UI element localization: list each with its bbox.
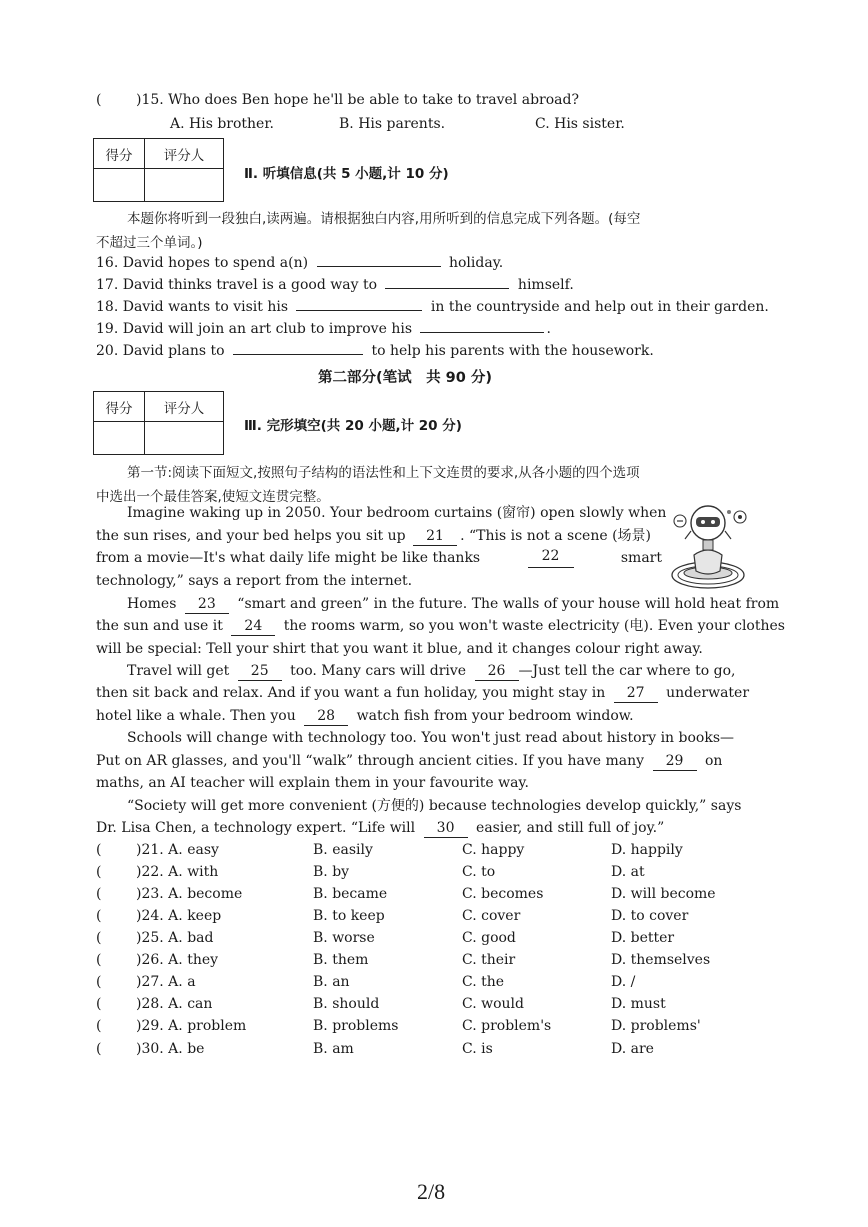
passage-p4-line3: maths, an AI teacher will explain them in your favourite way.: [96, 775, 529, 791]
item-19-after: .: [546, 321, 551, 337]
choice-30-a: )30. A. be: [136, 1041, 205, 1057]
blank-25[interactable]: 25: [238, 663, 282, 681]
blank-22[interactable]: 22: [528, 548, 574, 568]
choice-21-c: C. happy: [462, 842, 525, 858]
q15-option-c: C. His sister.: [535, 116, 625, 132]
choice-paren[interactable]: (: [96, 1041, 102, 1057]
choice-paren[interactable]: (: [96, 1018, 102, 1034]
choice-paren[interactable]: (: [96, 930, 102, 946]
choice-25-c: C. good: [462, 930, 516, 946]
item-17: [96, 275, 574, 295]
item-19: [96, 319, 551, 339]
passage-p3-line1: [127, 661, 736, 681]
item-18-after: in the countryside and help out in their garden.: [430, 299, 769, 315]
item-20: [96, 341, 654, 361]
p3-l1-text: Travel will get: [127, 663, 230, 679]
p1-l3-text-b: smart: [620, 550, 662, 566]
choice-paren[interactable]: (: [96, 974, 102, 990]
passage-p1-line3: [96, 548, 662, 568]
p3-l2-text: then sit back and relax. And if you want a fun holiday, you might stay in: [96, 685, 606, 701]
q15-question: )15. Who does Ben hope he'll be able to take to travel abroad?: [136, 92, 579, 108]
choice-27-b: B. an: [313, 974, 350, 990]
blank-29[interactable]: 29: [653, 753, 697, 771]
choice-24-d: D. to cover: [611, 908, 689, 924]
p1-l2-text: the sun rises, and your bed helps you sit up: [96, 528, 406, 544]
choice-23-a: )23. A. become: [136, 886, 243, 902]
choice-29-d: D. problems': [611, 1018, 701, 1034]
choice-21-a: )21. A. easy: [136, 842, 219, 858]
score-cell[interactable]: [94, 169, 145, 202]
grader-label: 评分人: [145, 392, 224, 422]
p5-l2-text-b: easier, and still full of joy.”: [476, 820, 665, 836]
choice-paren[interactable]: (: [96, 952, 102, 968]
choice-28-a: )28. A. can: [136, 996, 213, 1012]
blank-26[interactable]: 26: [475, 663, 519, 681]
passage-p5-line2: [96, 818, 664, 838]
p2-l1-text-b: “smart and green” in the future. The walls of your house will hold heat from: [237, 596, 780, 612]
part2-heading: 第二部分(笔试 共 90 分): [318, 370, 493, 386]
p2-l1-text: Homes: [127, 596, 177, 612]
item-20-text: 20. David plans to: [96, 343, 225, 359]
passage-p3-line3: [96, 706, 634, 726]
passage-p1-line4: technology,” says a report from the internet.: [96, 573, 413, 589]
item-20-after: to help his parents with the housework.: [371, 343, 654, 359]
passage-p3-line2: [96, 683, 749, 703]
choice-27-c: C. the: [462, 974, 505, 990]
passage-p2-line2: [96, 616, 785, 636]
item-16-after: holiday.: [448, 255, 504, 271]
p3-l2-text-b: underwater: [666, 685, 750, 701]
p2-l2-text: the sun and use it: [96, 618, 223, 634]
item-18-blank[interactable]: [296, 310, 422, 311]
choice-30-c: C. is: [462, 1041, 493, 1057]
item-16-text: 16. David hopes to spend a(n): [96, 255, 309, 271]
item-20-blank[interactable]: [233, 354, 363, 355]
choice-26-c: C. their: [462, 952, 516, 968]
section2-instruction-2: 不超过三个单词。): [96, 235, 203, 251]
choice-paren[interactable]: (: [96, 864, 102, 880]
passage-p1-line2: [96, 526, 651, 546]
item-19-blank[interactable]: [420, 332, 544, 333]
item-16-blank[interactable]: [317, 266, 441, 267]
grader-cell[interactable]: [145, 169, 224, 202]
choice-26-d: D. themselves: [611, 952, 711, 968]
item-18: [96, 297, 769, 317]
section3-instruction-1: 第一节:阅读下面短文,按照句子结构的语法性和上下文连贯的要求,从各小题的四个选项: [127, 465, 640, 481]
choice-21-d: D. happily: [611, 842, 683, 858]
choice-paren[interactable]: (: [96, 842, 102, 858]
choice-26-b: B. them: [313, 952, 369, 968]
passage-p1-line1: Imagine waking up in 2050. Your bedroom curtains (窗帘) open slowly when: [127, 505, 667, 521]
choice-27-a: )27. A. a: [136, 974, 196, 990]
p3-l1-text-c: —Just tell the car where to go,: [518, 663, 736, 679]
choice-24-a: )24. A. keep: [136, 908, 222, 924]
choice-22-b: B. by: [313, 864, 350, 880]
item-19-text: 19. David will join an art club to improve his: [96, 321, 413, 337]
choice-24-b: B. to keep: [313, 908, 385, 924]
choice-21-b: B. easily: [313, 842, 373, 858]
robot-illustration: [668, 497, 752, 593]
choice-paren[interactable]: (: [96, 996, 102, 1012]
page-number: 2/8: [417, 1179, 446, 1204]
item-17-blank[interactable]: [385, 288, 509, 289]
passage-p2-line3: will be special: Tell your shirt that you want it blue, and it changes colour right away.: [96, 641, 703, 657]
grader-label: 评分人: [145, 139, 224, 169]
q15-option-b: B. His parents.: [339, 116, 446, 132]
section2-instruction-1: 本题你将听到一段独白,读两遍。请根据独白内容,用所听到的信息完成下列各题。(每空: [127, 211, 641, 227]
p4-l2-text: Put on AR glasses, and you'll “walk” through ancient cities. If you have many: [96, 753, 645, 769]
passage-p4-line2: [96, 751, 722, 771]
blank-24[interactable]: 24: [231, 618, 275, 636]
choice-27-d: D. /: [611, 974, 636, 990]
passage-p2-line1: [127, 594, 779, 614]
choice-30-d: D. are: [611, 1041, 654, 1057]
score-table-section3: [93, 391, 224, 455]
choice-paren[interactable]: (: [96, 886, 102, 902]
choice-paren[interactable]: (: [96, 908, 102, 924]
choice-22-c: C. to: [462, 864, 496, 880]
choice-26-a: )26. A. they: [136, 952, 219, 968]
blank-28[interactable]: 28: [304, 708, 348, 726]
choice-25-b: B. worse: [313, 930, 375, 946]
p4-l2-text-b: on: [704, 753, 723, 769]
p1-l3-text: from a movie—It's what daily life might be like thanks: [96, 550, 481, 566]
score-table-section2: [93, 138, 224, 202]
choice-29-b: B. problems: [313, 1018, 399, 1034]
q15-option-a: A. His brother.: [170, 116, 274, 132]
item-17-text: 17. David thinks travel is a good way to: [96, 277, 378, 293]
choice-30-b: B. am: [313, 1041, 354, 1057]
p3-l1-text-b: too. Many cars will drive: [290, 663, 467, 679]
section2-title: Ⅱ. 听填信息(共 5 小题,计 10 分): [244, 166, 449, 182]
blank-21[interactable]: 21: [413, 528, 457, 546]
p2-l2-text-b: the rooms warm, so you won't waste electricity (电). Even your clothes: [283, 618, 785, 634]
choice-23-b: B. became: [313, 886, 388, 902]
q15-paren: (: [96, 92, 102, 108]
score-label: 得分: [94, 139, 145, 169]
choice-23-d: D. will become: [611, 886, 716, 902]
p5-l2-text: Dr. Lisa Chen, a technology expert. “Life will: [96, 820, 416, 836]
p1-l2-text-b: . “This is not a scene (场景): [460, 528, 652, 544]
score-cell[interactable]: [94, 422, 145, 455]
choice-25-a: )25. A. bad: [136, 930, 214, 946]
score-label: 得分: [94, 392, 145, 422]
blank-27[interactable]: 27: [614, 685, 658, 703]
choice-22-a: )22. A. with: [136, 864, 219, 880]
choice-28-d: D. must: [611, 996, 666, 1012]
section3-instruction-2: 中选出一个最佳答案,使短文连贯完整。: [96, 489, 330, 505]
choice-29-a: )29. A. problem: [136, 1018, 247, 1034]
choice-25-d: D. better: [611, 930, 675, 946]
p3-l3-text-b: watch fish from your bedroom window.: [356, 708, 634, 724]
p3-l3-text: hotel like a whale. Then you: [96, 708, 296, 724]
item-16: [96, 253, 503, 273]
choice-28-c: C. would: [462, 996, 524, 1012]
choice-28-b: B. should: [313, 996, 380, 1012]
choice-23-c: C. becomes: [462, 886, 544, 902]
passage-p4-line1: Schools will change with technology too. You won't just read about history in books—: [127, 730, 735, 746]
passage-p5-line1: “Society will get more convenient (方便的) because technologies develop quickly,” says: [127, 798, 742, 814]
section3-title: Ⅲ. 完形填空(共 20 小题,计 20 分): [244, 418, 462, 434]
choice-22-d: D. at: [611, 864, 645, 880]
item-18-text: 18. David wants to visit his: [96, 299, 289, 315]
blank-30[interactable]: 30: [424, 820, 468, 838]
blank-23[interactable]: 23: [185, 596, 229, 614]
choice-29-c: C. problem's: [462, 1018, 552, 1034]
choice-24-c: C. cover: [462, 908, 521, 924]
item-17-after: himself.: [517, 277, 574, 293]
grader-cell[interactable]: [145, 422, 224, 455]
